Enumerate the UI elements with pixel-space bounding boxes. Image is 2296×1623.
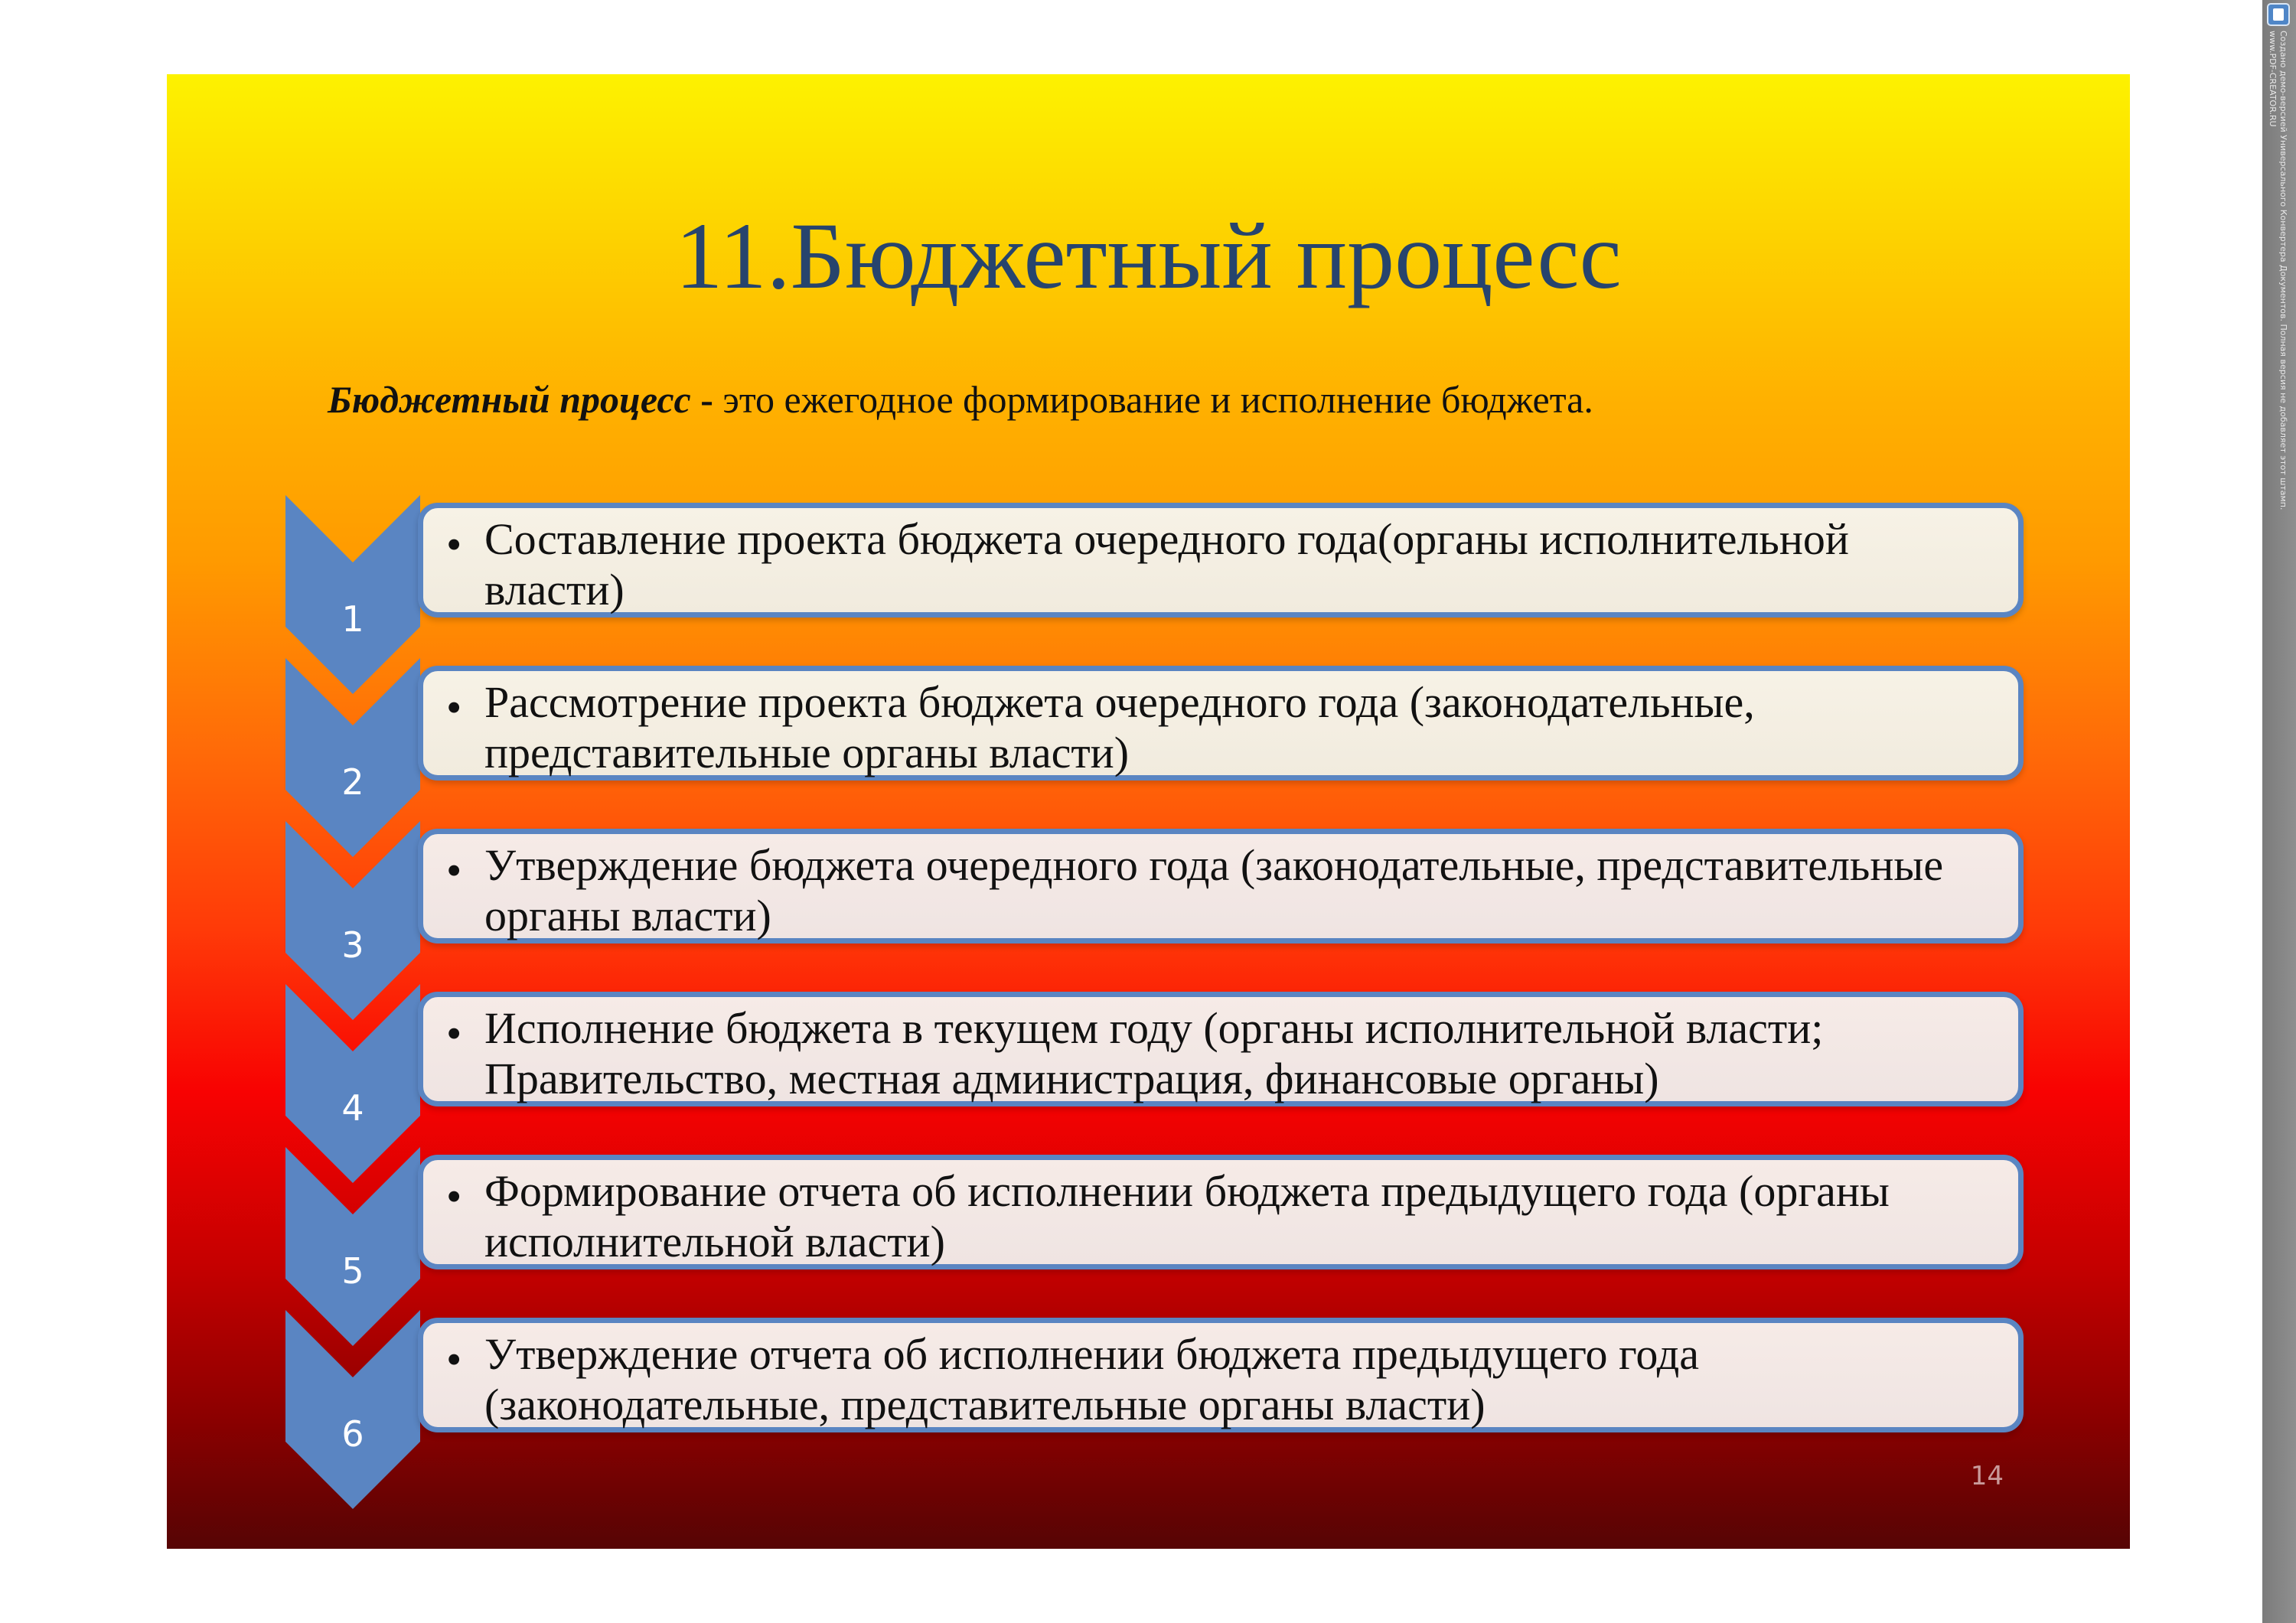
- step-box: [418, 1155, 2024, 1269]
- step-number: 1: [341, 598, 364, 640]
- step-number: 6: [341, 1413, 364, 1455]
- chevron-arrow-icon: [285, 1310, 420, 1509]
- document-icon[interactable]: [2267, 3, 2290, 26]
- bullet: •: [446, 1172, 462, 1221]
- bullet: •: [446, 1335, 462, 1384]
- step-number: 2: [341, 761, 364, 803]
- step-text: Утверждение отчета об исполнении бюджета предыдущего года (законодательные, представительные органы власти): [484, 1329, 1699, 1429]
- page-number: 14: [1970, 1461, 2004, 1491]
- step-box: [418, 829, 2024, 943]
- step-text: Формирование отчета об исполнении бюджета предыдущего года (органы исполнительной власти): [484, 1166, 1890, 1266]
- definition-term: Бюджетный процесс: [328, 378, 691, 421]
- step-box: [418, 1318, 2024, 1432]
- step-text: Исполнение бюджета в текущем году (органы исполнительной власти; Правительство, местная администрация, финансовые органы): [484, 1003, 1824, 1103]
- bullet: •: [446, 520, 462, 569]
- definition-dash: -: [690, 378, 723, 421]
- converter-watermark: [2267, 31, 2288, 510]
- process-steps: [167, 74, 2130, 1549]
- step-text: Утверждение бюджета очередного года (законодательные, представительные органы власти): [484, 840, 1944, 940]
- watermark-line: Создано демо-версией Универсального Конвертера Документов. Полная версия не добавляет этот штамп.: [2278, 31, 2288, 510]
- watermark-url: www.PDF-CREATOR.RU: [2268, 31, 2278, 127]
- step-box: [418, 992, 2024, 1106]
- step-text: Рассмотрение проекта бюджета очередного года (законодательные, представительные органы власти): [484, 677, 1755, 777]
- slide-title: 11.Бюджетный процесс: [675, 204, 1622, 308]
- bullet: •: [446, 846, 462, 895]
- step-number: 5: [341, 1250, 364, 1292]
- step-number: 3: [341, 924, 364, 966]
- step-number: 4: [341, 1087, 364, 1129]
- step-6: [167, 1318, 2130, 1513]
- step-text: Составление проекта бюджета очередного года(органы исполнительной власти): [484, 514, 1849, 614]
- bullet: •: [446, 683, 462, 732]
- definition-text: это ежегодное формирование и исполнение бюджета.: [722, 378, 1593, 421]
- step-box: [418, 503, 2024, 618]
- step-box: [418, 666, 2024, 781]
- slide: [167, 74, 2130, 1549]
- bullet: •: [446, 1009, 462, 1058]
